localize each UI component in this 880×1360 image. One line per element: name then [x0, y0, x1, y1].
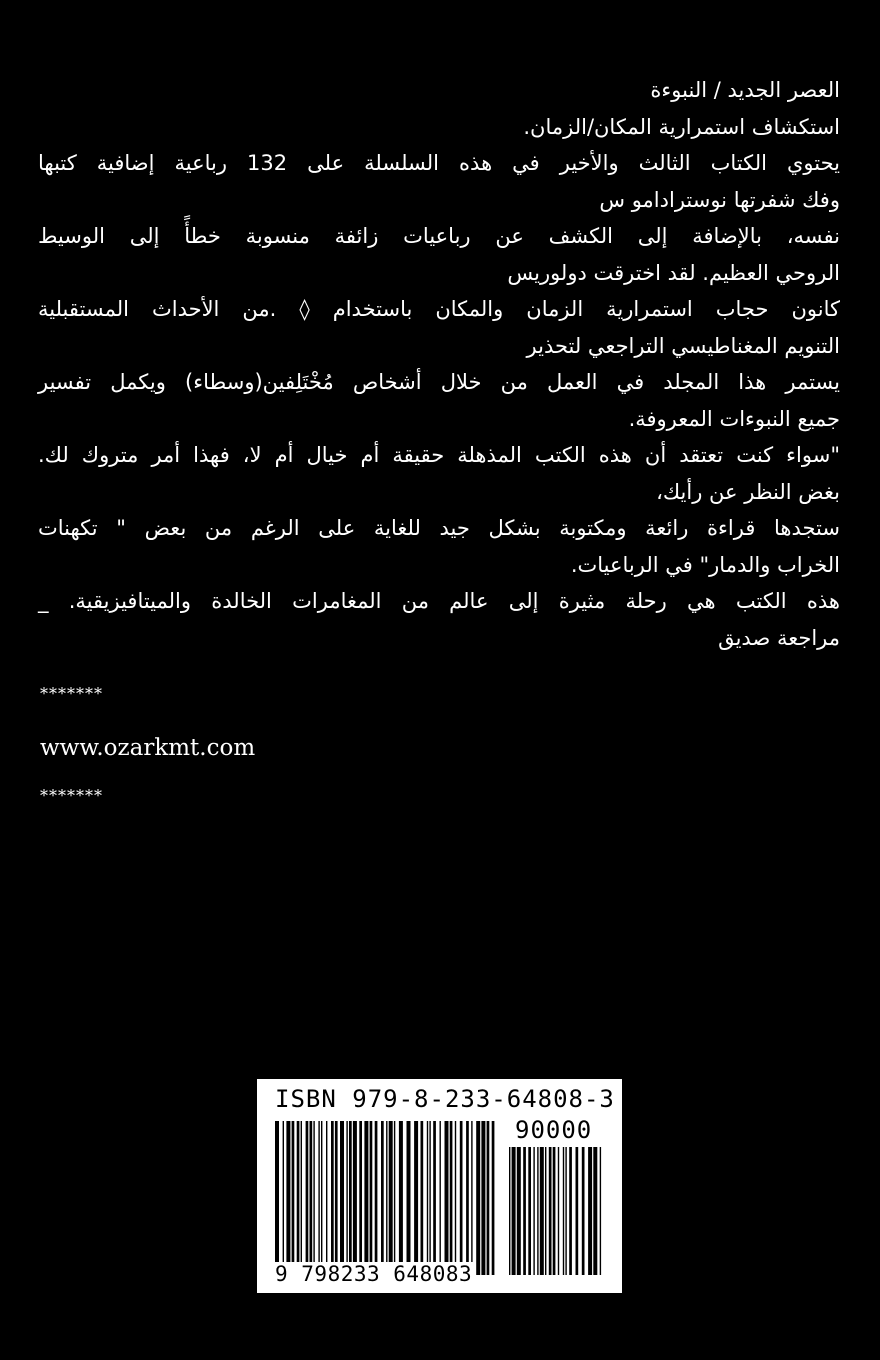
barcode-bar — [512, 1147, 516, 1275]
barcode-bar — [553, 1147, 556, 1275]
barcode-bar — [427, 1121, 428, 1275]
barcode-bar — [481, 1121, 485, 1275]
barcode-bar — [340, 1121, 344, 1275]
barcode-bar — [364, 1121, 368, 1275]
blurb-line-7: كانون حجاب استمرارية الزمان والمكان باستخدام ◊ .من الأحداث المستقبلية — [38, 297, 840, 321]
barcode-bar — [558, 1147, 559, 1275]
blurb-line-2: استكشاف استمرارية المكان/الزمان. — [523, 114, 840, 139]
barcode-bar — [321, 1121, 322, 1275]
blurb-line-5: نفسه، بالإضافة إلى الكشف عن رباعيات زائفة منسوبة خطأً إلى الوسيط — [38, 224, 840, 248]
barcode-bar — [593, 1147, 597, 1275]
website-link[interactable]: www.ozarkmt.com — [40, 735, 256, 761]
barcode-bar — [394, 1121, 395, 1275]
barcode-bar — [450, 1121, 453, 1275]
barcode-bar — [509, 1147, 510, 1275]
barcode-bar — [286, 1121, 290, 1275]
barcode-bar — [565, 1147, 566, 1275]
barcode-bar — [389, 1121, 393, 1275]
barcode-bar — [331, 1121, 334, 1275]
barcode-bar — [576, 1147, 579, 1275]
barcode-bar — [346, 1121, 347, 1275]
blurb-line-3: يحتوي الكتاب الثالث والأخير في هذه السلسلة على 132 رباعية إضافية كتبها — [38, 151, 840, 175]
barcode-bar — [414, 1121, 418, 1275]
barcode-bar — [381, 1121, 384, 1275]
blurb-line-16: مراجعة صديق — [718, 625, 840, 650]
barcode-bar — [353, 1121, 357, 1275]
barcode-bar — [335, 1121, 338, 1275]
barcode-bar — [297, 1121, 300, 1275]
barcode-bar — [310, 1121, 313, 1275]
barcode-bar — [569, 1147, 572, 1275]
back-cover-blurb — [38, 72, 840, 656]
barcode-bar — [433, 1121, 436, 1275]
barcode-bar — [582, 1147, 585, 1275]
blurb-line-11: "سواء كنت تعتقد أن هذه الكتب المذهلة حقيقة أم خيال أم لا، فهذا أمر متروك لك. — [38, 443, 840, 467]
barcode-bar — [528, 1147, 531, 1275]
barcode-bar — [313, 1121, 314, 1275]
barcode-bar — [292, 1121, 295, 1275]
barcode-bar — [326, 1121, 327, 1275]
blurb-line-15: هذه الكتب هي رحلة مثيرة إلى عالم من المغامرات الخالدة والميتافيزيقية. _ — [38, 589, 840, 613]
barcode-bar — [421, 1121, 424, 1275]
barcode-bar — [492, 1121, 495, 1275]
barcode-bar — [318, 1121, 319, 1275]
barcode-bar — [460, 1121, 463, 1275]
barcode-digits: 9 798233 648083 — [275, 1262, 473, 1286]
barcode-bar — [306, 1121, 309, 1275]
separator-bottom: ******* — [40, 786, 103, 805]
barcode-bar — [445, 1121, 449, 1275]
barcode-bar — [301, 1121, 302, 1275]
barcode-bar — [471, 1121, 472, 1275]
blurb-line-1: العصر الجديد / النبوءة — [650, 78, 840, 102]
blurb-line-6: الروحي العظيم. لقد اخترقت دولوريس — [507, 260, 840, 285]
blurb-line-14: الخراب والدمار" في الرباعيات. — [570, 552, 840, 577]
barcode-bar — [283, 1121, 284, 1275]
barcode-bar — [466, 1121, 469, 1275]
barcode-bar — [545, 1147, 546, 1275]
barcode-bar — [588, 1147, 592, 1275]
barcode-bar — [349, 1121, 352, 1275]
blurb-line-8: التنويم المغناطيسي التراجعي لتحذير — [526, 333, 840, 358]
barcode-bar — [537, 1147, 538, 1275]
barcode-bar — [359, 1121, 362, 1275]
barcode-bar — [533, 1147, 534, 1275]
barcode-bar — [407, 1121, 411, 1275]
blurb-line-9: يستمر هذا المجلد في العمل من خلال أشخاص مُخْتَلِفين(وسطاء) ويكمل تفسير — [38, 370, 840, 394]
barcode-bar — [429, 1121, 430, 1275]
barcode-bar — [517, 1147, 521, 1275]
barcode-bar — [440, 1121, 441, 1275]
blurb-line-4: وفك شفرتها نوسترادامو س — [599, 187, 840, 212]
price-code: 90000 — [515, 1116, 593, 1144]
blurb-line-13: ستجدها قراءة رائعة ومكتوبة بشكل جيد للغاية على الرغم من بعض " تكهنات — [38, 516, 840, 540]
barcode-bar — [476, 1121, 480, 1275]
isbn-barcode — [257, 1079, 622, 1293]
blurb-line-10: جميع النبوءات المعروفة. — [628, 406, 840, 431]
barcode-bar — [375, 1121, 378, 1275]
barcode-bar — [540, 1147, 544, 1275]
barcode-bar — [370, 1121, 373, 1275]
barcode-bar — [487, 1121, 490, 1275]
barcode-bar — [563, 1147, 564, 1275]
barcode-bar — [549, 1147, 552, 1275]
separator-top: ******* — [40, 684, 103, 703]
barcode-bar — [455, 1121, 456, 1275]
barcode-bar — [386, 1121, 387, 1275]
blurb-line-12: بغض النظر عن رأيك، — [656, 479, 840, 504]
barcode-bar — [523, 1147, 526, 1275]
barcode-bar — [275, 1121, 279, 1275]
barcode-bar — [399, 1121, 403, 1275]
isbn-label: ISBN 979-8-233-64808-3 — [275, 1085, 615, 1113]
barcode-bar — [600, 1147, 601, 1275]
